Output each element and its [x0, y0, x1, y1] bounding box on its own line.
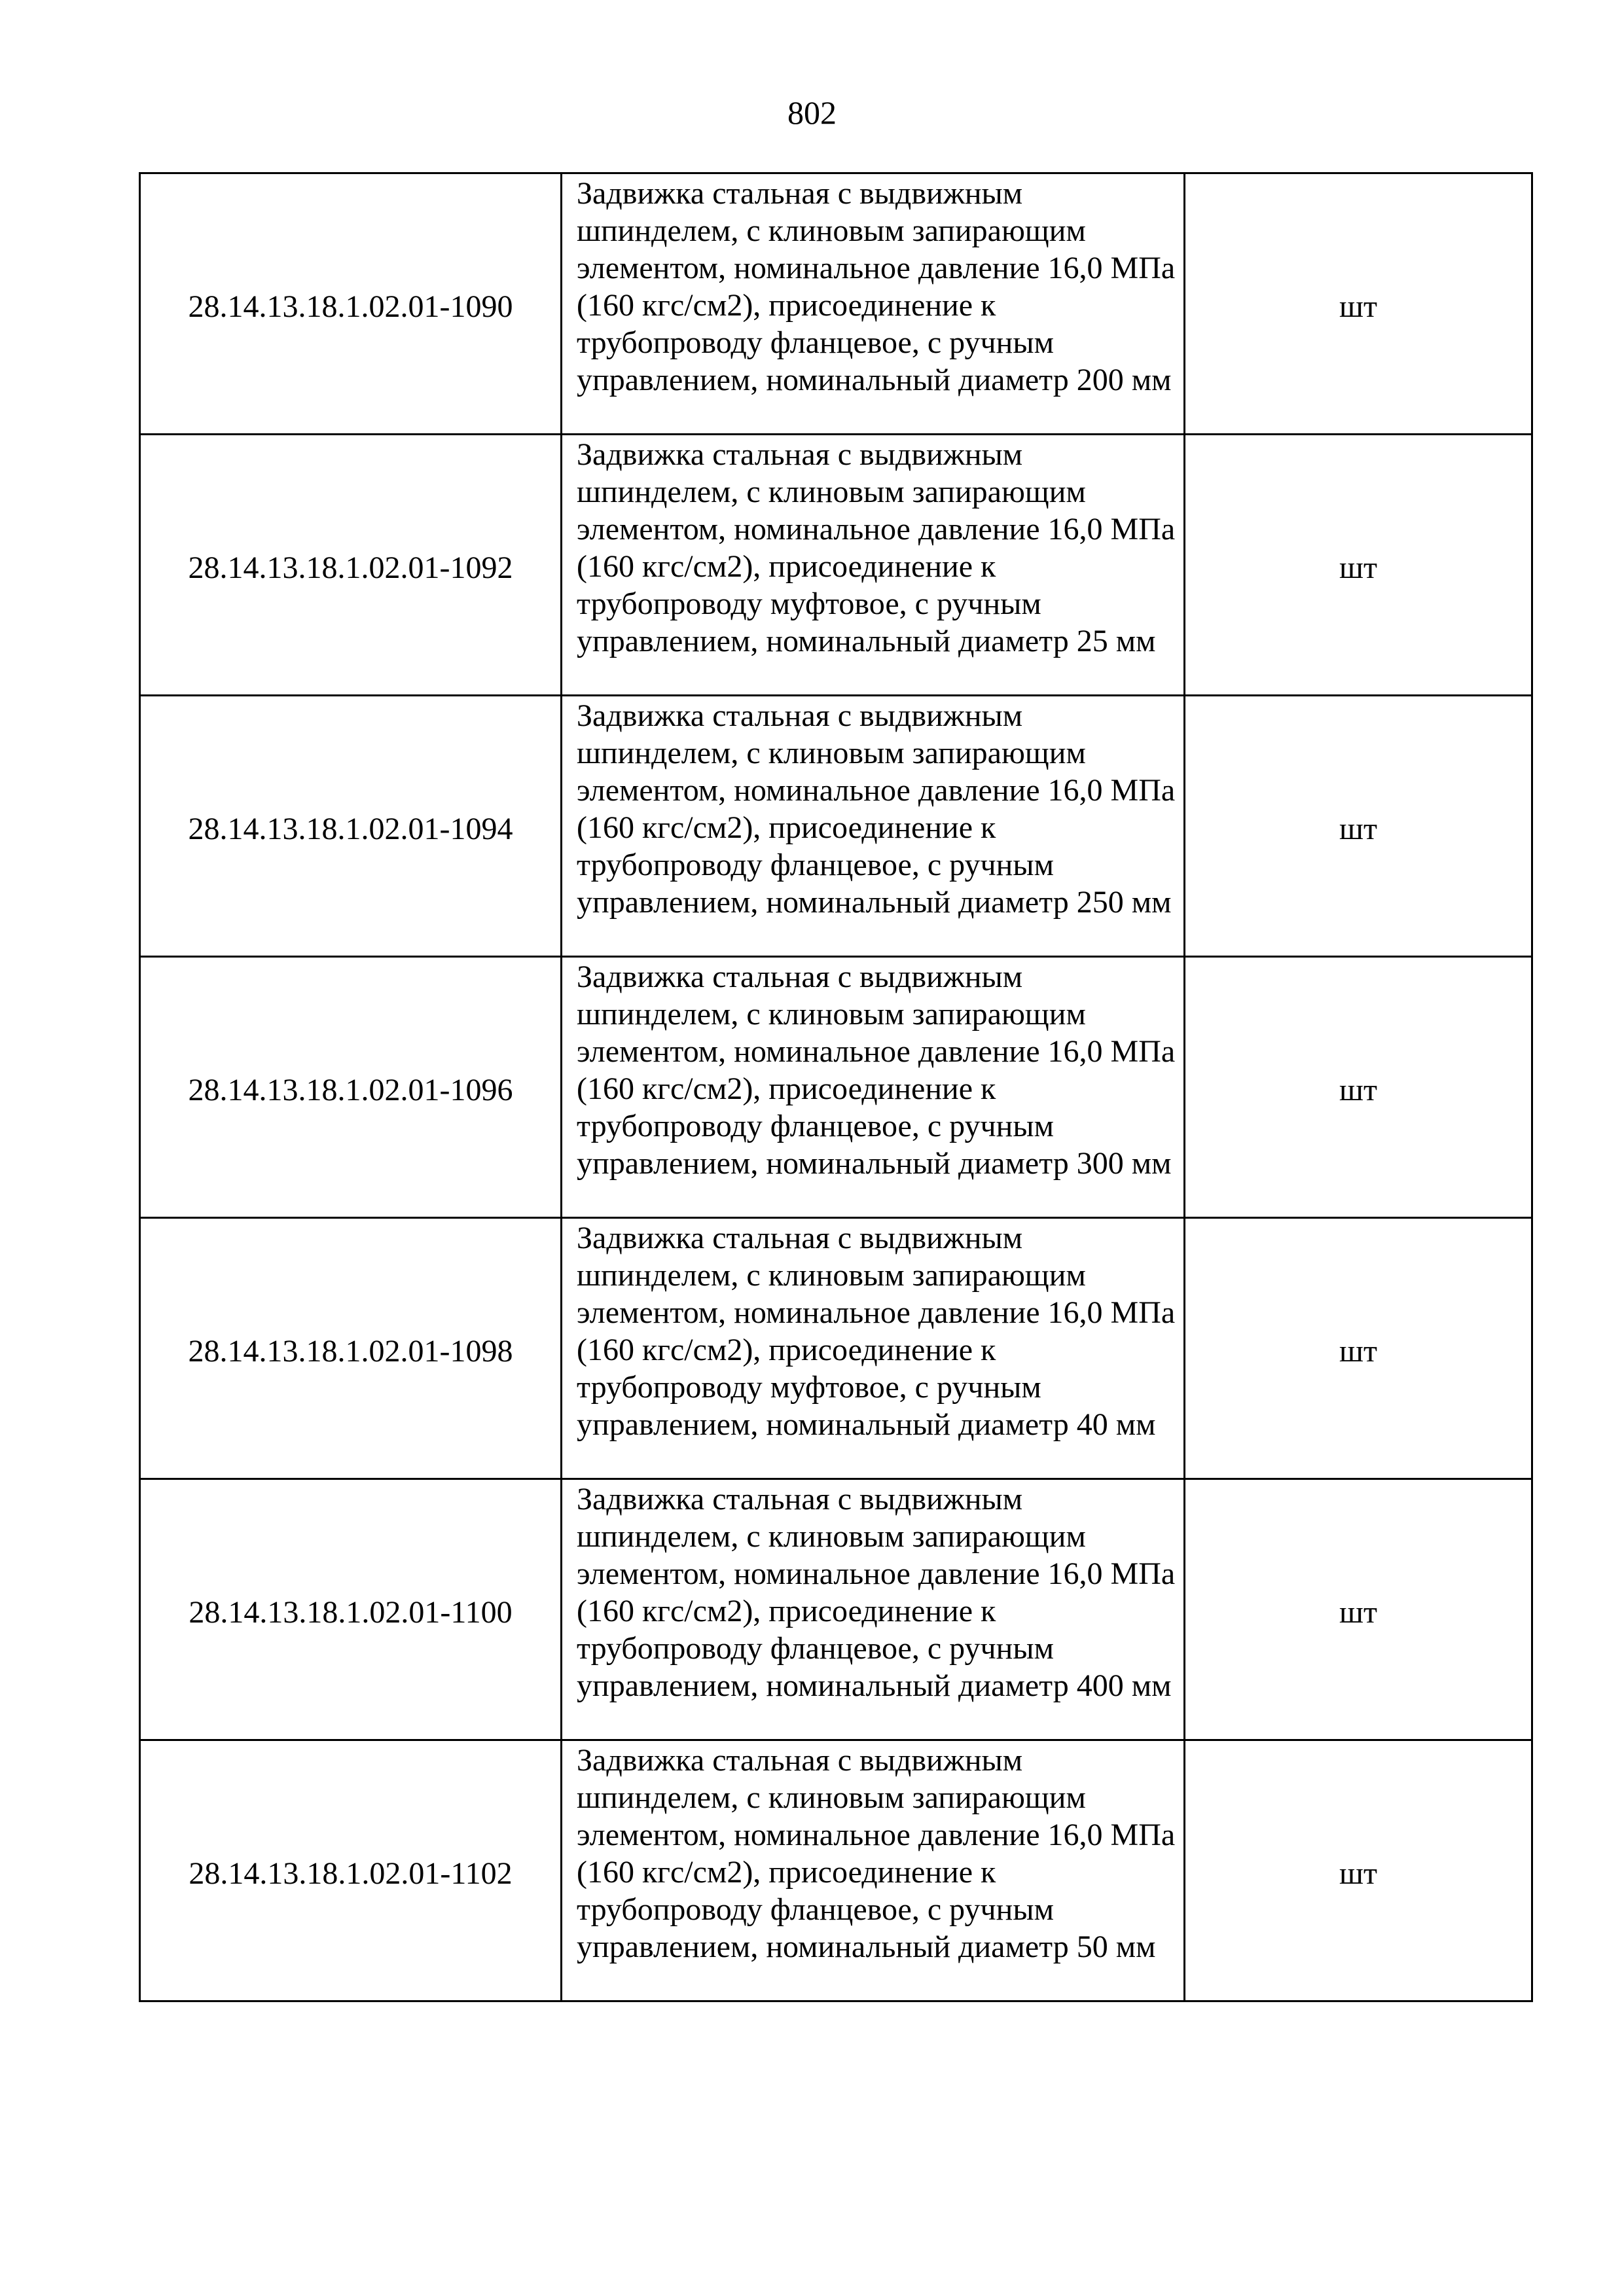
resource-table	[139, 172, 1533, 2002]
resource-code: 28.14.13.18.1.02.01-1100	[140, 1479, 562, 1740]
resource-description: Задвижка стальная с выдвижным шпинделем, с клиновым запирающим элементом, номинальное давление 16,0 МПа (160 кгс/см2), присоединение к трубопроводу фланцевое, с ручным управлением, номинальный диаметр 250 мм	[562, 696, 1185, 957]
resource-code: 28.14.13.18.1.02.01-1098	[140, 1218, 562, 1479]
resource-description: Задвижка стальная с выдвижным шпинделем, с клиновым запирающим элементом, номинальное давление 16,0 МПа (160 кгс/см2), присоединение к трубопроводу фланцевое, с ручным управлением, номинальный диаметр 50 мм	[562, 1740, 1185, 2001]
resource-description: Задвижка стальная с выдвижным шпинделем, с клиновым запирающим элементом, номинальное давление 16,0 МПа (160 кгс/см2), присоединение к трубопроводу фланцевое, с ручным управлением, номинальный диаметр 300 мм	[562, 957, 1185, 1218]
resource-code: 28.14.13.18.1.02.01-1096	[140, 957, 562, 1218]
resource-code: 28.14.13.18.1.02.01-1102	[140, 1740, 562, 2001]
page-number: 802	[787, 94, 837, 131]
table-row	[140, 1479, 1532, 1740]
resource-description: Задвижка стальная с выдвижным шпинделем, с клиновым запирающим элементом, номинальное давление 16,0 МПа (160 кгс/см2), присоединение к трубопроводу фланцевое, с ручным управлением, номинальный диаметр 400 мм	[562, 1479, 1185, 1740]
resource-description: Задвижка стальная с выдвижным шпинделем, с клиновым запирающим элементом, номинальное давление 16,0 МПа (160 кгс/см2), присоединение к трубопроводу фланцевое, с ручным управлением, номинальный диаметр 200 мм	[562, 173, 1185, 435]
unit-of-measure: шт	[1185, 696, 1532, 957]
resource-description: Задвижка стальная с выдвижным шпинделем, с клиновым запирающим элементом, номинальное давление 16,0 МПа (160 кгс/см2), присоединение к трубопроводу муфтовое, с ручным управлением, номинальный диаметр 40 мм	[562, 1218, 1185, 1479]
unit-of-measure: шт	[1185, 173, 1532, 435]
unit-of-measure: шт	[1185, 957, 1532, 1218]
resource-code: 28.14.13.18.1.02.01-1094	[140, 696, 562, 957]
resource-code: 28.14.13.18.1.02.01-1090	[140, 173, 562, 435]
resource-description: Задвижка стальная с выдвижным шпинделем, с клиновым запирающим элементом, номинальное давление 16,0 МПа (160 кгс/см2), присоединение к трубопроводу муфтовое, с ручным управлением, номинальный диаметр 25 мм	[562, 435, 1185, 696]
resource-code: 28.14.13.18.1.02.01-1092	[140, 435, 562, 696]
table-row	[140, 173, 1532, 435]
table-row	[140, 435, 1532, 696]
unit-of-measure: шт	[1185, 1218, 1532, 1479]
unit-of-measure: шт	[1185, 435, 1532, 696]
table-row	[140, 1740, 1532, 2001]
unit-of-measure: шт	[1185, 1479, 1532, 1740]
table-row	[140, 696, 1532, 957]
table-row	[140, 1218, 1532, 1479]
unit-of-measure: шт	[1185, 1740, 1532, 2001]
table-row	[140, 957, 1532, 1218]
